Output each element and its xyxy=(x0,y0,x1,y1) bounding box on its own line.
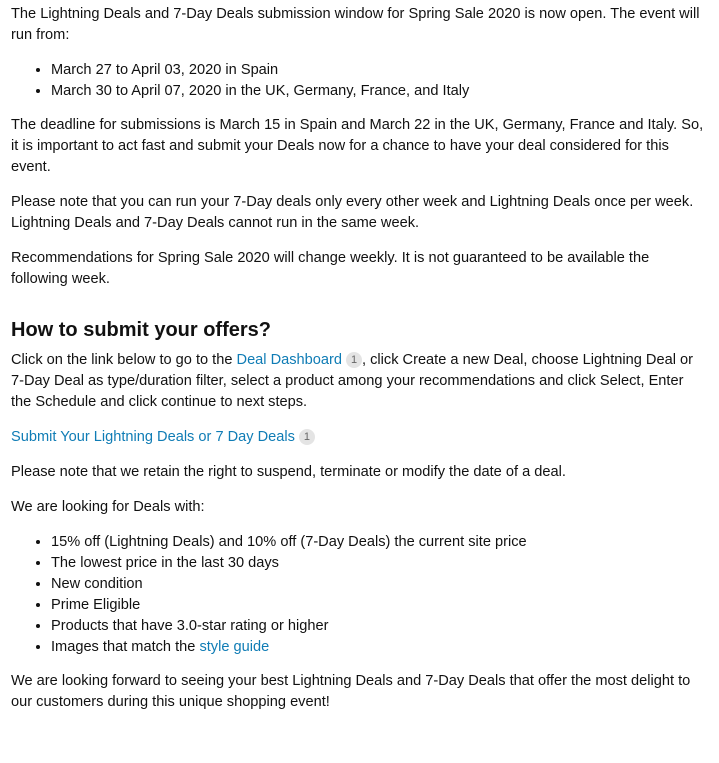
intro-paragraph: The Lightning Deals and 7-Day Deals submission window for Spring Sale 2020 is now open. The event will run from: xyxy=(11,6,700,43)
list-item: • New condition xyxy=(51,574,705,595)
how-to-text-start: Click on the link below to go to the xyxy=(11,352,237,368)
weekly-note-paragraph: Please note that you can run your 7-Day deals only every other week and Lightning Deals once per week. Lightning Deals and 7-Day Deals cannot run in the same week. xyxy=(11,194,694,231)
deadline-paragraph: The deadline for submissions is March 15 in Spain and March 22 in the UK, Germany, France and Italy. So, it is important to act fast and submit your Deals now for a chance to have your deal considered for this event. xyxy=(11,117,704,175)
list-item: • The lowest price in the last 30 days xyxy=(51,553,705,574)
criteria-intro: We are looking for Deals with: xyxy=(11,499,205,515)
style-guide-link[interactable]: style guide xyxy=(199,639,270,655)
how-to-heading: How to submit your offers? xyxy=(11,319,271,341)
list-item xyxy=(51,637,705,658)
retain-note-paragraph: Please note that we retain the right to suspend, terminate or modify the date of a deal. xyxy=(11,464,566,480)
closing-paragraph: We are looking forward to seeing your best Lightning Deals and 7-Day Deals that offer the most delight to our customers during this unique shopping event! xyxy=(11,673,691,710)
how-to-text-end: , click Create a new Deal, choose Lightning Deal or 7-Day Deal as type/duration filter, select a product among your recommendations and click Select, Enter the Schedule and click continue to next steps. xyxy=(11,352,693,410)
images-item-text: Images that match the xyxy=(51,639,200,655)
list-item: • Products that have 3.0-star rating or higher xyxy=(51,616,705,637)
list-item: • March 30 to April 07, 2020 in the UK, Germany, France, and Italy xyxy=(51,81,705,102)
recommendations-paragraph: Recommendations for Spring Sale 2020 will change weekly. It is not guaranteed to be available the following week. xyxy=(11,250,650,287)
reference-badge: 1 xyxy=(299,429,315,445)
submit-deals-link[interactable]: Submit Your Lightning Deals or 7 Day Deals xyxy=(11,429,295,445)
criteria-list xyxy=(11,532,705,658)
how-to-paragraph xyxy=(11,350,705,413)
reference-badge: 1 xyxy=(346,352,362,368)
list-item: • Prime Eligible xyxy=(51,595,705,616)
submit-link-paragraph xyxy=(11,427,705,448)
event-dates-list xyxy=(11,60,705,102)
list-item: • 15% off (Lightning Deals) and 10% off (7-Day Deals) the current site price xyxy=(51,532,705,553)
deal-dashboard-link[interactable]: Deal Dashboard xyxy=(236,352,342,368)
list-item: • March 27 to April 03, 2020 in Spain xyxy=(51,60,705,81)
